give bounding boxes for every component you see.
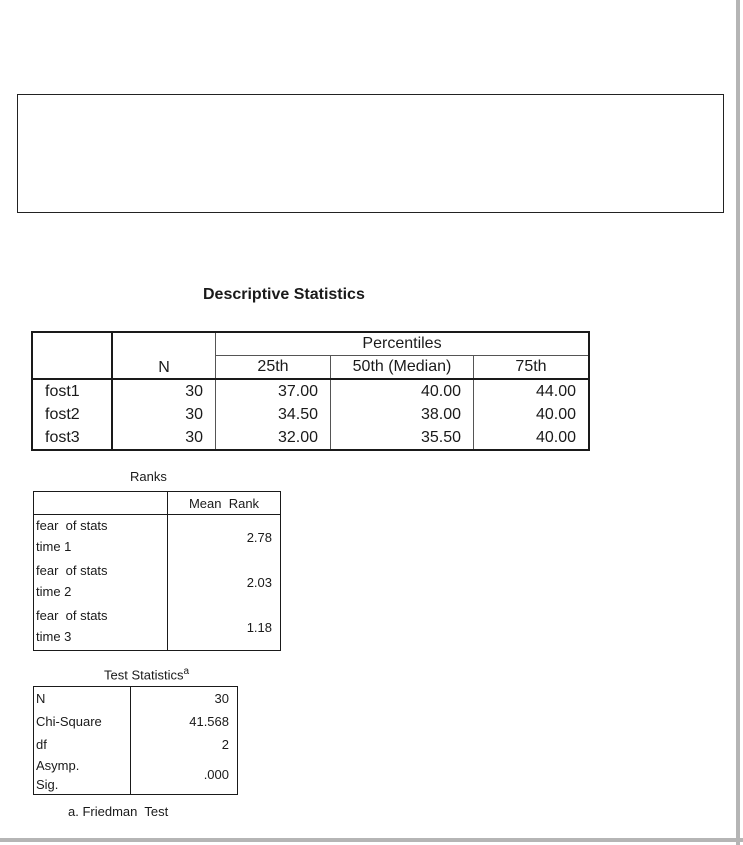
cell-p75: 40.00 [535, 405, 576, 423]
header-50th: 50th (Median) [331, 356, 474, 380]
row-label: fost1 [32, 379, 112, 403]
table-row [34, 560, 281, 605]
header-percentiles: Percentiles [216, 332, 590, 356]
row-label: fost3 [32, 426, 112, 450]
test-statistics-table [33, 686, 238, 795]
page-edge-bottom [0, 838, 743, 842]
cell-p50: 40.00 [331, 379, 474, 403]
cell-p50: 38.00 [331, 403, 474, 426]
row-label-line1: Asymp. [36, 757, 80, 773]
test-statistics-title-text: Test Statistics [104, 667, 184, 683]
test-statistics-title [104, 666, 189, 682]
cell-p75: 40.00 [535, 428, 576, 446]
cell-p50: 35.50 [331, 426, 474, 450]
cell-mean-rank: 2.03 [246, 575, 272, 590]
cell-n: 30 [112, 403, 216, 426]
ranks-table [33, 491, 281, 651]
row-label: df [34, 733, 131, 756]
header-25th: 25th [216, 356, 331, 380]
row-label [34, 560, 168, 605]
footnote-marker: a [183, 666, 190, 677]
row-label: N [34, 687, 131, 710]
row-label-line1: fear of stats [36, 563, 108, 578]
table-row [34, 687, 238, 710]
header-75th: 75th [474, 356, 590, 380]
header-mean-rank: Mean Rank [168, 492, 281, 515]
ranks-corner [34, 492, 168, 515]
cell-n: 30 [112, 379, 216, 403]
row-label-line1: fear of stats [36, 608, 108, 623]
row-label: fost2 [32, 403, 112, 426]
row-label-line2: time 1 [36, 539, 72, 554]
cell-p25: 32.00 [216, 426, 331, 450]
descriptive-statistics-title: Descriptive Statistics [203, 286, 365, 303]
table-row [34, 733, 238, 756]
row-label [34, 605, 168, 651]
header-n: N [112, 332, 216, 379]
cell-value: .000 [203, 767, 229, 782]
friedman-footnote: a. Friedman Test [68, 804, 169, 819]
row-label [34, 515, 168, 561]
row-label: Chi-Square [34, 710, 131, 733]
table-row [34, 710, 238, 733]
cell-value: 30 [214, 690, 229, 706]
row-label-line2: Sig. [36, 776, 59, 792]
cell-mean-rank: 2.78 [246, 530, 272, 545]
row-label-line2: time 3 [36, 629, 72, 644]
table-row [34, 515, 281, 561]
page-edge-right [736, 0, 740, 845]
descriptive-statistics-table [31, 331, 590, 451]
blank-output-box [17, 94, 724, 213]
row-label-line1: fear of stats [36, 518, 108, 533]
row-label [34, 756, 131, 795]
table-row [32, 379, 589, 403]
cell-p75: 44.00 [535, 382, 576, 400]
cell-value: 2 [221, 736, 229, 752]
row-label-line2: time 2 [36, 584, 72, 599]
table-row [32, 403, 589, 426]
table-row [34, 605, 281, 651]
cell-value: 41.568 [189, 713, 229, 729]
cell-mean-rank: 1.18 [246, 620, 272, 635]
cell-n: 30 [112, 426, 216, 450]
cell-p25: 34.50 [216, 403, 331, 426]
cell-p25: 37.00 [216, 379, 331, 403]
table-corner [32, 332, 112, 379]
table-row [32, 426, 589, 450]
ranks-title: Ranks [130, 469, 167, 484]
table-row [34, 756, 238, 795]
